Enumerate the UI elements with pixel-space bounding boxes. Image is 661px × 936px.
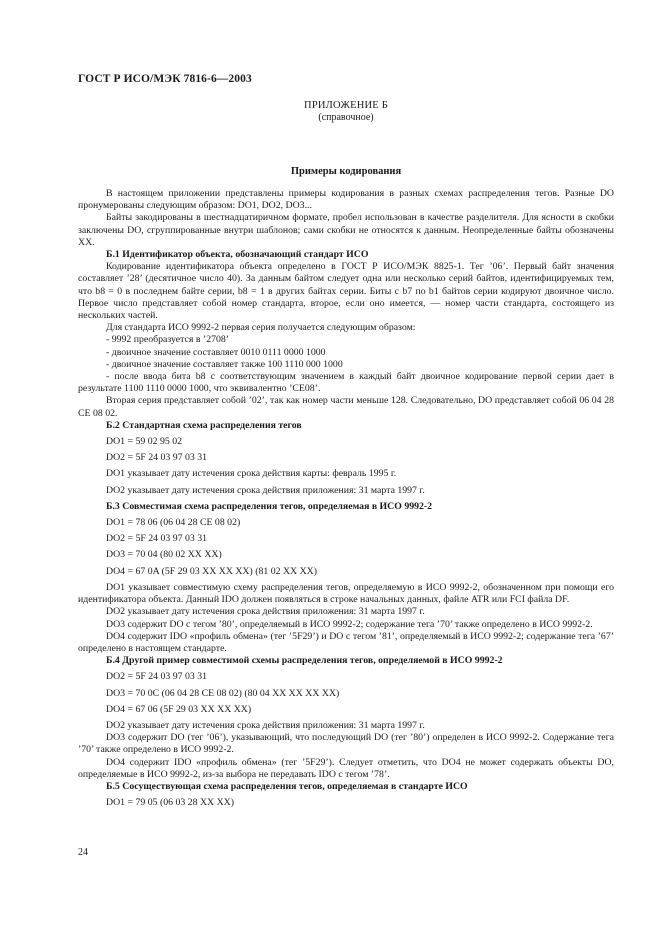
section-heading: Б.3 Совместимая схема распределения тегов, определяемая в ИСО 9992-2	[106, 500, 433, 512]
data-object-line: DO1 = 78 06 (06 04 28 CE 08 02)	[106, 517, 241, 529]
data-object-line: DO2 = 5F 24 03 97 03 31	[106, 533, 208, 545]
data-object-line: DO2 = 5F 24 03 97 03 31	[106, 452, 208, 464]
paragraph: - после ввода бита b8 с соответствующим значением в каждый байт двоичное кодирование первой серии дает в результате 1100 1110 0000 1000, что эквивалентно ’CE08’.	[78, 371, 614, 395]
paragraph: DO4 содержит IDO «профиль обмена» (тег ’5F29’). Следует отметить, что DO4 не может содержать объекты DO, определяемые в ИСО 9992-2, из-за выбора не передавать IDO с тегом ’78’.	[78, 756, 614, 780]
paragraph: DO2 указывает дату истечения срока действия приложения: 31 марта 1997 г.	[106, 719, 425, 731]
paragraph: Байты закодированы в шестнадцатиричном формате, пробел использован в качестве разделителя. Для ясности в скобки заключены DO, сгруппированные внутри шаблонов; сами скобки не относятся к данным. Неопределенные байты обозначены XX.	[78, 212, 614, 248]
appendix-subtitle: (справочное)	[318, 112, 374, 123]
section-heading: Б.5 Сосуществующая схема распределения тегов, определяемая в стандарте ИСО	[106, 780, 468, 792]
data-object-line: DO4 = 67 0A (5F 29 03 XX XX XX) (81 02 XX XX)	[106, 565, 317, 577]
paragraph: Для стандарта ИСО 9992-2 первая серия получается следующим образом:	[106, 322, 416, 334]
paragraph: DO2 указывает дату истечения срока действия приложения: 31 марта 1997 г.	[106, 606, 425, 618]
data-object-line: DO2 = 5F 24 03 97 03 31	[106, 671, 208, 683]
section-title: Примеры кодирования	[290, 166, 402, 177]
paragraph: DO1 указывает совместимую схему распределения тегов, определяемую в ИСО 9992-2, обозначенном при помощи его идентификатора объекта. Данный IDO должен появляться в строке начальных данных, файле ATR или FCI файла DF.	[78, 581, 614, 606]
paragraph: DO3 содержит DO (тег ’06’), указывающий, что последующий DO (тег ’80’) определен в ИСО 9992-2. Содержание тега ’70’ также определено в ИСО 9992-2.	[78, 732, 614, 756]
standard-header: ГОСТ Р ИСО/МЭК 7816-6—2003	[78, 73, 252, 85]
data-object-line: DO2 указывает дату истечения срока действия приложения: 31 марта 1997 г.	[106, 484, 425, 496]
data-object-line: DO1 = 79 05 (06 03 28 XX XX)	[106, 797, 234, 809]
paragraph: DO3 содержит DO с тегом ’80’, определяемый в ИСО 9992-2; содержание тега ’70’ также определено в ИСО 9992-2.	[106, 618, 593, 630]
section-heading: Б.4 Другой пример совместимой схемы распределения тегов, определяемой в ИСО 9992-2	[106, 655, 503, 667]
data-object-line: DO3 = 70 0C (06 04 28 CE 08 02) (80 04 XX XX XX XX)	[106, 687, 340, 699]
data-object-line: DO1 = 59 02 95 02	[106, 436, 183, 448]
section-heading: Б.2 Стандартная схема распределения тегов	[106, 419, 302, 431]
paragraph: В настоящем приложении представлены примеры кодирования в разных схемах распределения тегов. Разные DO пронумерованы следующим образом: DO1, DO2, DO3...	[78, 188, 614, 212]
paragraph: Кодирование идентификатора объекта определено в ГОСТ Р ИСО/МЭК 8825-1. Тег ’06’. Первый байт значения составляет ’28’ (десятичное число 40). За данным байтом следует одна или несколько серий байтов, идентифицируемых тем, что b8 = 0 в последнем байте серии, b8 = 1 в других байтах серии. Биты с b7 по b1 байтов серии кодируют двоичное число. Первое число представляет собой номер стандарта, второе, если оно имеется, — номер части стандарта, состоящего из нескольких частей.	[78, 261, 614, 322]
paragraph: Вторая серия представляет собой ’02’, так как номер части меньше 128. Следовательно, DO представляет собой 06 04 28 CE 08 02.	[78, 395, 614, 419]
list-item: - двоичное значение составляет 0010 0111 0000 1000	[106, 346, 326, 358]
list-item: - двоичное значение составляет также 100 1110 000 1000	[106, 358, 343, 370]
paragraph: DO4 содержит IDO «профиль обмена» (тег ’5F29’) и DO с тегом ’81’, определяемый в ИСО 9992-2; содержание тега ’67’ определено в настоящем стандарте.	[78, 630, 614, 654]
data-object-line: DO4 = 67 06 (5F 29 03 XX XX XX)	[106, 703, 252, 715]
list-item: - 9992 преобразуется в ’2708’	[106, 334, 230, 346]
data-object-line: DO3 = 70 04 (80 02 XX XX)	[106, 549, 222, 561]
section-heading: Б.1 Идентификатор объекта, обозначающий стандарт ИСО	[106, 249, 369, 261]
page-number: 24	[78, 847, 88, 858]
data-object-line: DO1 указывает дату истечения срока действия карты: февраль 1995 г.	[106, 468, 397, 480]
appendix-title: ПРИЛОЖЕНИЕ Б	[304, 100, 388, 111]
document-body	[78, 188, 614, 813]
